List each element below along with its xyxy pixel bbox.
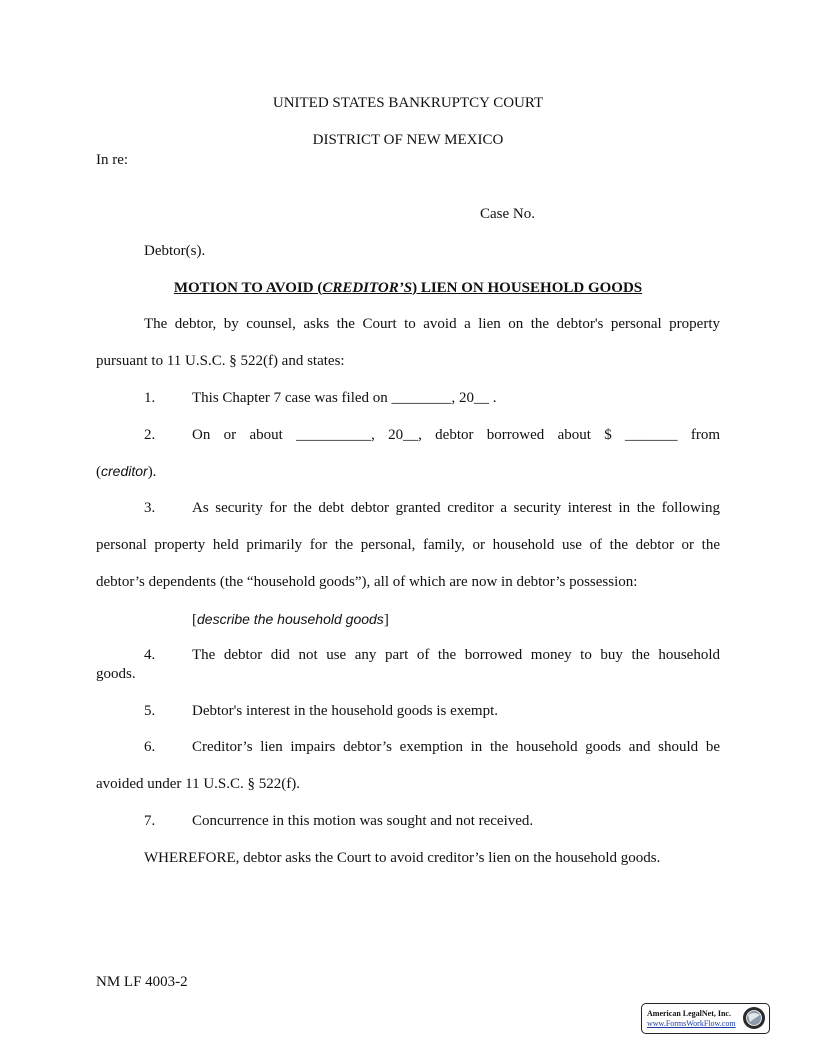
globe-icon (742, 1006, 766, 1030)
para-1-number: 1. (144, 390, 156, 406)
desc-text: describe the household goods (197, 611, 384, 627)
title-before: MOTION TO AVOID ( (173, 280, 323, 296)
household-goods-description (192, 611, 389, 629)
para-3-line-3: debtor’s dependents (the “household goods”), all of which are now in debtor’s possession: (96, 574, 638, 590)
para-2-number: 2. (144, 427, 156, 443)
form-id: NM LF 4003-2 (96, 974, 188, 990)
para-2-line-2 (96, 463, 156, 481)
para-2-line-1: On or about __________, 20__, debtor borrowed about $ _______ from (192, 427, 720, 443)
motion-title (0, 280, 816, 297)
para-6-line-1: Creditor’s lien impairs debtor’s exemption in the household goods and should be (192, 739, 720, 755)
in-re-label: In re: (96, 152, 129, 168)
para-3-number: 3. (144, 500, 156, 516)
wherefore-clause: WHEREFORE, debtor asks the Court to avoid creditor’s lien on the household goods. (144, 850, 661, 866)
court-district: DISTRICT OF NEW MEXICO (312, 132, 504, 148)
para-5-number: 5. (144, 703, 156, 719)
para-2-paren-close: ). (147, 464, 157, 480)
intro-line-2: pursuant to 11 U.S.C. § 522(f) and states: (96, 353, 345, 369)
para-3-line-2: personal property held primarily for the personal, family, or household use of the debtor or the (96, 537, 720, 553)
para-6-number: 6. (144, 739, 156, 755)
para-7-number: 7. (144, 813, 156, 829)
para-2-paren-open: ( (96, 464, 101, 480)
logo-url[interactable]: www.FormsWorkFlow.com (647, 1019, 736, 1028)
para-4-number: 4. (144, 647, 156, 663)
para-4-line-1: The debtor did not use any part of the borrowed money to buy the household (192, 647, 720, 663)
logo-company: American LegalNet, Inc. (647, 1009, 731, 1018)
case-number-label: Case No. (480, 206, 535, 222)
publisher-logo[interactable] (641, 1003, 770, 1034)
para-1-text: This Chapter 7 case was filed on ________, 20__ . (192, 390, 497, 406)
desc-bracket-open: [ (192, 612, 197, 628)
title-creditor: CREDITOR’S (322, 280, 413, 296)
para-3-line-1: As security for the debt debtor granted creditor a security interest in the following (192, 500, 720, 516)
para-6-line-2: avoided under 11 U.S.C. § 522(f). (96, 776, 300, 792)
title-after: ) LIEN ON HOUSEHOLD GOODS (412, 280, 643, 296)
para-5-text: Debtor's interest in the household goods is exempt. (192, 703, 498, 719)
para-7-text: Concurrence in this motion was sought and not received. (192, 813, 534, 829)
para-2-creditor: creditor (101, 463, 148, 479)
intro-line-1: The debtor, by counsel, asks the Court to avoid a lien on the debtor's personal property (144, 316, 720, 332)
debtors-label: Debtor(s). (144, 243, 206, 259)
para-4-line-2: goods. (96, 666, 136, 682)
desc-bracket-close: ] (383, 612, 389, 628)
court-name: UNITED STATES BANKRUPTCY COURT (272, 95, 544, 111)
